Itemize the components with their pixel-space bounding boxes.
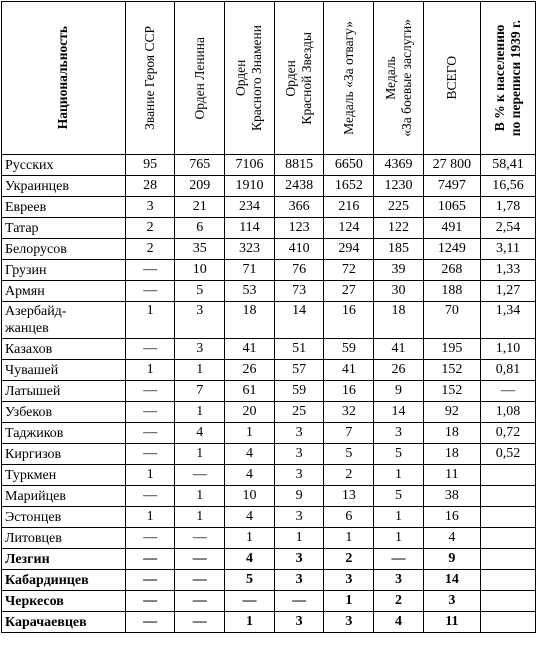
cell-nationality: Лезгин	[2, 549, 126, 570]
table-cell: 6650	[324, 155, 374, 176]
table-cell: 1,78	[480, 197, 535, 218]
table-cell: 57	[274, 360, 324, 381]
table-cell: 3	[324, 612, 374, 633]
table-cell: 1,10	[480, 339, 535, 360]
table-cell: 1230	[374, 176, 424, 197]
table-cell: 1,33	[480, 260, 535, 281]
table-cell: 8815	[274, 155, 324, 176]
table-cell: 1	[274, 528, 324, 549]
table-cell: —	[480, 381, 535, 402]
table-cell: 59	[324, 339, 374, 360]
table-cell: 294	[324, 239, 374, 260]
table-cell: 1	[175, 444, 225, 465]
table-cell: 491	[423, 218, 480, 239]
table-row	[2, 381, 536, 402]
table-row	[2, 612, 536, 633]
table-cell: 1	[374, 465, 424, 486]
header-label: Медаль «За отвагу»	[340, 21, 356, 135]
header-label: Медаль «За боевые заслуги»	[382, 19, 414, 137]
header-combat-merit	[374, 2, 424, 155]
table-cell: 7497	[423, 176, 480, 197]
table-cell: 11	[423, 612, 480, 633]
table-cell: 32	[324, 402, 374, 423]
cell-nationality: Таджиков	[2, 423, 126, 444]
table-row	[2, 360, 536, 381]
table-cell: 1	[175, 402, 225, 423]
table-cell: 3	[175, 339, 225, 360]
table-cell: 3	[274, 465, 324, 486]
table-cell: 73	[274, 281, 324, 302]
cell-nationality: Азербайд- жанцев	[2, 302, 126, 339]
table-cell: 1652	[324, 176, 374, 197]
table-row	[2, 507, 536, 528]
table-cell: 1	[374, 528, 424, 549]
table-cell: —	[125, 260, 175, 281]
cell-nationality: Казахов	[2, 339, 126, 360]
table-row	[2, 339, 536, 360]
table-row	[2, 155, 536, 176]
table-row	[2, 260, 536, 281]
table-cell: 1	[175, 507, 225, 528]
table-row	[2, 591, 536, 612]
table-cell: —	[175, 528, 225, 549]
table-cell: 4369	[374, 155, 424, 176]
table-cell: 2438	[274, 176, 324, 197]
table-cell: 1	[225, 612, 275, 633]
header-row	[2, 2, 536, 155]
table-row	[2, 465, 536, 486]
table-row	[2, 176, 536, 197]
table-cell: 195	[423, 339, 480, 360]
table-cell: —	[125, 591, 175, 612]
table-row	[2, 218, 536, 239]
table-cell: 95	[125, 155, 175, 176]
table-cell: —	[175, 465, 225, 486]
table-cell	[480, 486, 535, 507]
table-cell	[480, 570, 535, 591]
cell-nationality: Узбеков	[2, 402, 126, 423]
table-cell: 123	[274, 218, 324, 239]
table-cell: 5	[225, 570, 275, 591]
table-row	[2, 402, 536, 423]
table-cell: 3	[423, 591, 480, 612]
table-cell: 3	[374, 570, 424, 591]
table-cell: 0,52	[480, 444, 535, 465]
table-cell: 39	[374, 260, 424, 281]
table-cell: 3	[125, 197, 175, 218]
cell-nationality: Черкесов	[2, 591, 126, 612]
table-cell: 28	[125, 176, 175, 197]
cell-nationality: Русских	[2, 155, 126, 176]
table-cell: 1	[175, 486, 225, 507]
header-label: Орден Красной Звезды	[283, 31, 315, 125]
table-row	[2, 549, 536, 570]
table-cell: —	[274, 591, 324, 612]
table-cell: 41	[374, 339, 424, 360]
header-total	[423, 2, 480, 155]
table-cell: 1,08	[480, 402, 535, 423]
table-cell: —	[125, 402, 175, 423]
table-cell: 5	[324, 444, 374, 465]
header-bravery	[324, 2, 374, 155]
table-cell: 41	[324, 360, 374, 381]
table-cell: 41	[225, 339, 275, 360]
cell-nationality: Татар	[2, 218, 126, 239]
table-cell: 188	[423, 281, 480, 302]
table-cell: 76	[274, 260, 324, 281]
cell-nationality: Киргизов	[2, 444, 126, 465]
table-cell: 1	[125, 360, 175, 381]
table-cell: 11	[423, 465, 480, 486]
table-cell: 16	[423, 507, 480, 528]
table-cell: 1	[324, 591, 374, 612]
header-nationality	[2, 2, 126, 155]
table-cell: 410	[274, 239, 324, 260]
table-cell: —	[125, 339, 175, 360]
table-cell: 92	[423, 402, 480, 423]
table-cell: 225	[374, 197, 424, 218]
table-cell: 366	[274, 197, 324, 218]
table-cell: —	[374, 549, 424, 570]
table-cell: 10	[225, 486, 275, 507]
table-cell: 3	[324, 570, 374, 591]
table-cell: 6	[175, 218, 225, 239]
table-row	[2, 281, 536, 302]
table-cell: 70	[423, 302, 480, 339]
header-red-star	[274, 2, 324, 155]
table-cell: 13	[324, 486, 374, 507]
table-cell: 9	[274, 486, 324, 507]
table-cell: —	[175, 612, 225, 633]
table-cell: 59	[274, 381, 324, 402]
table-cell: 21	[175, 197, 225, 218]
table-cell: 25	[274, 402, 324, 423]
table-cell: 14	[374, 402, 424, 423]
table-cell: 114	[225, 218, 275, 239]
table-cell: 185	[374, 239, 424, 260]
header-percent	[480, 2, 535, 155]
table-cell: 61	[225, 381, 275, 402]
table-cell: 3,11	[480, 239, 535, 260]
table-cell: —	[225, 591, 275, 612]
table-row	[2, 302, 536, 339]
cell-nationality: Туркмен	[2, 465, 126, 486]
cell-nationality: Латышей	[2, 381, 126, 402]
table-cell: 14	[274, 302, 324, 339]
table-row	[2, 528, 536, 549]
table-cell: 30	[374, 281, 424, 302]
header-label: Звание Героя ССР	[142, 26, 158, 130]
table-cell: —	[175, 570, 225, 591]
table-cell: 3	[274, 549, 324, 570]
table-cell: 4	[225, 444, 275, 465]
table-cell: 16,56	[480, 176, 535, 197]
header-label: Национальность	[55, 26, 71, 130]
table-cell: 58,41	[480, 155, 535, 176]
cell-nationality: Чувашей	[2, 360, 126, 381]
table-row	[2, 197, 536, 218]
cell-nationality: Литовцев	[2, 528, 126, 549]
table-cell: —	[125, 381, 175, 402]
table-cell: 18	[225, 302, 275, 339]
table-cell: 268	[423, 260, 480, 281]
table-cell: 2	[374, 591, 424, 612]
table-cell: 3	[274, 507, 324, 528]
table-cell: 1	[324, 528, 374, 549]
table-cell: 0,72	[480, 423, 535, 444]
table-cell: 16	[324, 381, 374, 402]
table-cell: 27 800	[423, 155, 480, 176]
table-cell: 4	[175, 423, 225, 444]
table-cell: —	[125, 528, 175, 549]
cell-nationality: Украинцев	[2, 176, 126, 197]
table-cell: 4	[225, 507, 275, 528]
table-cell: 7	[324, 423, 374, 444]
table-cell: 53	[225, 281, 275, 302]
header-lenin	[175, 2, 225, 155]
table-cell: 323	[225, 239, 275, 260]
table-cell: 1	[125, 507, 175, 528]
table-cell: 3	[374, 423, 424, 444]
table-cell: 1	[125, 465, 175, 486]
table-cell: —	[125, 612, 175, 633]
header-hero	[125, 2, 175, 155]
table-cell: 18	[423, 423, 480, 444]
table-cell: 3	[274, 570, 324, 591]
table-cell: —	[175, 549, 225, 570]
table-cell: 38	[423, 486, 480, 507]
table-cell: 71	[225, 260, 275, 281]
table-cell: —	[125, 570, 175, 591]
table-cell: 72	[324, 260, 374, 281]
table-cell: 10	[175, 260, 225, 281]
table-cell: 1910	[225, 176, 275, 197]
table-cell: 1	[225, 423, 275, 444]
cell-nationality: Кабардинцев	[2, 570, 126, 591]
table-cell: 2,54	[480, 218, 535, 239]
table-cell: 152	[423, 360, 480, 381]
table-row	[2, 423, 536, 444]
table-cell	[480, 528, 535, 549]
table-cell: 3	[274, 444, 324, 465]
table-cell: 18	[374, 302, 424, 339]
table-cell: —	[125, 549, 175, 570]
table-cell: 1	[175, 360, 225, 381]
table-cell: 2	[125, 218, 175, 239]
header-label: Орден Ленина	[191, 36, 207, 120]
table-cell: 152	[423, 381, 480, 402]
cell-nationality: Карачаевцев	[2, 612, 126, 633]
cell-nationality: Армян	[2, 281, 126, 302]
cell-nationality: Грузин	[2, 260, 126, 281]
table-cell: 1	[225, 528, 275, 549]
cell-nationality: Марийцев	[2, 486, 126, 507]
header-label: ВСЕГО	[443, 56, 459, 100]
table-cell: 51	[274, 339, 324, 360]
awards-table	[1, 1, 536, 633]
table-cell	[480, 507, 535, 528]
table-cell: 4	[423, 528, 480, 549]
table-cell: 9	[423, 549, 480, 570]
table-cell: 124	[324, 218, 374, 239]
table-cell: 26	[225, 360, 275, 381]
table-cell: 1,34	[480, 302, 535, 339]
cell-nationality: Белорусов	[2, 239, 126, 260]
table-cell: 1249	[423, 239, 480, 260]
table-cell: 4	[225, 549, 275, 570]
table-cell: 1	[374, 507, 424, 528]
table-cell: 18	[423, 444, 480, 465]
table-row	[2, 486, 536, 507]
table-cell: 3	[274, 612, 324, 633]
header-red-banner	[225, 2, 275, 155]
cell-nationality: Евреев	[2, 197, 126, 218]
table-cell: 27	[324, 281, 374, 302]
table-cell: 5	[374, 444, 424, 465]
table-cell: 5	[374, 486, 424, 507]
table-cell: 209	[175, 176, 225, 197]
table-cell: —	[125, 423, 175, 444]
table-cell: 216	[324, 197, 374, 218]
table-cell: 4	[225, 465, 275, 486]
table-cell: 9	[374, 381, 424, 402]
table-cell: 1,27	[480, 281, 535, 302]
table-cell: 3	[274, 423, 324, 444]
table-cell: 234	[225, 197, 275, 218]
table-row	[2, 570, 536, 591]
table-cell: 1065	[423, 197, 480, 218]
cell-nationality: Эстонцев	[2, 507, 126, 528]
table-cell: 20	[225, 402, 275, 423]
table-cell: —	[175, 591, 225, 612]
table-cell: 35	[175, 239, 225, 260]
table-cell: 4	[374, 612, 424, 633]
table-cell	[480, 612, 535, 633]
table-cell	[480, 591, 535, 612]
table-cell: 14	[423, 570, 480, 591]
table-cell: —	[125, 486, 175, 507]
header-label: В % к населению по переписи 1939 г.	[491, 19, 523, 137]
table-cell: 2	[125, 239, 175, 260]
table-cell	[480, 549, 535, 570]
table-cell: —	[125, 444, 175, 465]
table-cell: 122	[374, 218, 424, 239]
table-cell	[480, 465, 535, 486]
table-cell: 2	[324, 465, 374, 486]
table-row	[2, 239, 536, 260]
table-cell: 2	[324, 549, 374, 570]
header-label: Орден Красного Знамени	[233, 24, 265, 131]
table-cell: 7106	[225, 155, 275, 176]
table-cell: 26	[374, 360, 424, 381]
table-cell: —	[125, 281, 175, 302]
table-cell: 16	[324, 302, 374, 339]
table-cell: 765	[175, 155, 225, 176]
table-cell: 1	[125, 302, 175, 339]
table-cell: 0,81	[480, 360, 535, 381]
table-cell: 3	[175, 302, 225, 339]
table-row	[2, 444, 536, 465]
table-cell: 6	[324, 507, 374, 528]
table-cell: 5	[175, 281, 225, 302]
table-cell: 7	[175, 381, 225, 402]
